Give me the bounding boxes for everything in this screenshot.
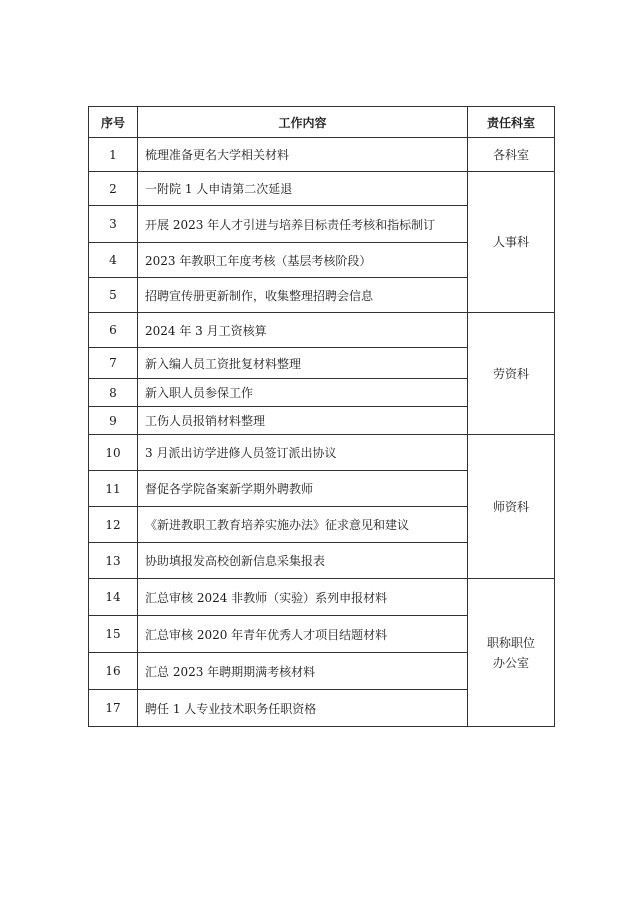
row-work: 开展 2023 年人才引进与培养目标责任考核和指标制订	[138, 206, 468, 243]
row-work: 招聘宣传册更新制作，收集整理招聘会信息	[138, 278, 468, 313]
dept-name: 劳资科	[492, 366, 529, 381]
row-num: 6	[89, 313, 138, 348]
row-num: 13	[89, 543, 138, 579]
row-work: 一附院 1 人申请第二次延退	[138, 172, 468, 206]
row-work: 2023 年教职工年度考核（基层考核阶段）	[138, 243, 468, 278]
row-work: 2024 年 3 月工资核算	[138, 313, 468, 348]
dept-cell	[468, 435, 555, 579]
row-num: 1	[89, 138, 138, 172]
row-num: 14	[89, 579, 138, 616]
row-work: 梳理准备更名大学相关材料	[138, 138, 468, 172]
row-work: 《新进教职工教育培养实施办法》征求意见和建议	[138, 507, 468, 543]
row-num: 15	[89, 616, 138, 653]
row-num: 11	[89, 471, 138, 507]
row-num: 8	[89, 379, 138, 407]
row-work: 新入编人员工资批复材料整理	[138, 348, 468, 379]
row-work: 工伤人员报销材料整理	[138, 407, 468, 435]
header-work: 工作内容	[138, 107, 468, 138]
row-num: 2	[89, 172, 138, 206]
dept-cell	[468, 138, 555, 172]
row-work: 汇总审核 2024 非教师（实验）系列申报材料	[138, 579, 468, 616]
row-num: 7	[89, 348, 138, 379]
work-table	[88, 106, 555, 727]
dept-name: 人事科	[492, 235, 529, 249]
table-row	[89, 138, 555, 172]
row-num: 17	[89, 690, 138, 727]
row-work: 督促各学院备案新学期外聘教师	[138, 471, 468, 507]
row-work: 3 月派出访学进修人员签订派出协议	[138, 435, 468, 471]
table-row	[89, 579, 555, 616]
table-row	[89, 172, 555, 206]
dept-name: 师资科	[492, 499, 529, 514]
row-num: 3	[89, 206, 138, 243]
row-work: 汇总审核 2020 年青年优秀人才项目结题材料	[138, 616, 468, 653]
table-row	[89, 435, 555, 471]
row-num: 9	[89, 407, 138, 435]
dept-cell	[468, 313, 555, 435]
row-work: 协助填报发高校创新信息采集报表	[138, 543, 468, 579]
row-num: 10	[89, 435, 138, 471]
row-num: 12	[89, 507, 138, 543]
dept-cell	[468, 172, 555, 313]
dept-name: 各科室	[492, 147, 529, 162]
dept-cell	[468, 579, 555, 727]
table-row	[89, 313, 555, 348]
dept-name-line2: 办公室	[492, 655, 529, 670]
row-num: 16	[89, 653, 138, 690]
row-num: 5	[89, 278, 138, 313]
header-dept: 责任科室	[468, 107, 555, 138]
dept-name-line1: 职称职位	[486, 635, 535, 650]
row-work: 汇总 2023 年聘期期满考核材料	[138, 653, 468, 690]
row-work: 聘任 1 人专业技术职务任职资格	[138, 690, 468, 727]
header-row	[89, 107, 555, 138]
header-num: 序号	[89, 107, 138, 138]
row-num: 4	[89, 243, 138, 278]
row-work: 新入职人员参保工作	[138, 379, 468, 407]
